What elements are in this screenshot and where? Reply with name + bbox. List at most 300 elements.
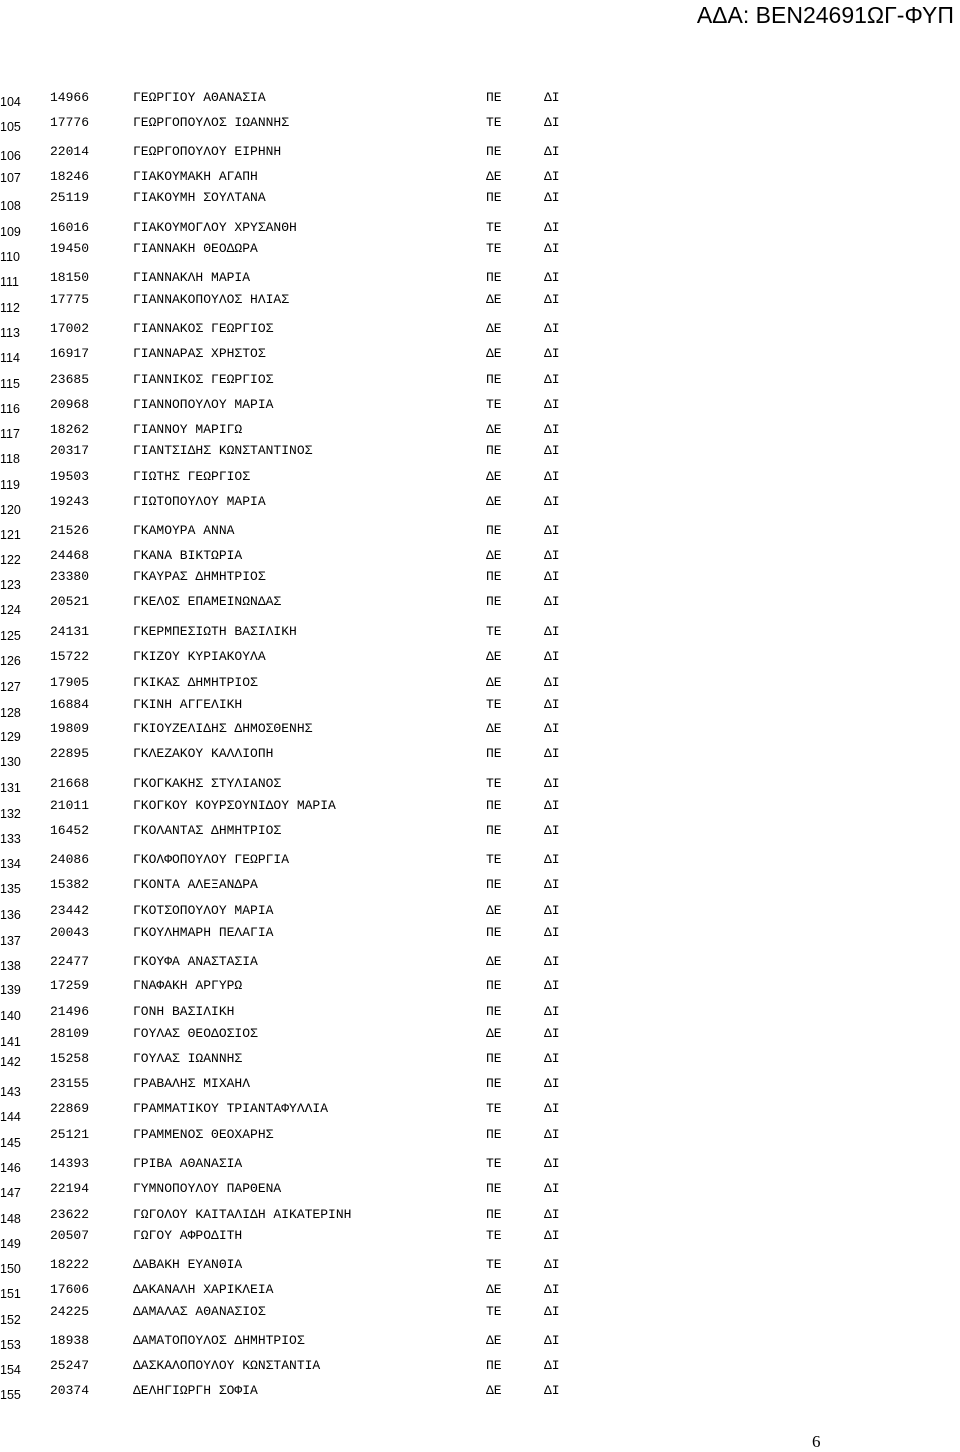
row-number: 137: [0, 934, 21, 948]
category: ΠΕ: [486, 90, 502, 105]
row-number: 122: [0, 553, 21, 567]
category: ΠΕ: [486, 523, 502, 538]
category: ΠΕ: [486, 372, 502, 387]
status-code: ΔΙ: [544, 144, 560, 159]
category: ΤΕ: [486, 852, 502, 867]
list-item: [0, 346, 620, 365]
person-name: ΓΙΑΝΝΑΚΟΠΟΥΛΟΣ ΗΛΙΑΣ: [133, 292, 290, 307]
person-name: ΓΚΟΤΣΟΠΟΥΛΟΥ ΜΑΡΙΑ: [133, 903, 274, 918]
registry-number: 17606: [50, 1282, 90, 1297]
registry-number: 24225: [50, 1304, 90, 1319]
status-code: ΔΙ: [544, 1257, 560, 1272]
list-item: [0, 1207, 620, 1226]
category: ΠΕ: [486, 1207, 502, 1222]
list-item: [0, 422, 620, 441]
status-code: ΔΙ: [544, 443, 560, 458]
row-number: 115: [0, 377, 20, 391]
registry-number: 20507: [50, 1228, 90, 1243]
list-item: [0, 978, 620, 997]
row-number: 155: [0, 1388, 21, 1402]
list-item: [0, 1358, 620, 1377]
row-number: 130: [0, 755, 21, 769]
row-number: 135: [0, 882, 21, 896]
list-item: [0, 649, 620, 668]
status-code: ΔΙ: [544, 523, 560, 538]
registry-number: 19243: [50, 494, 90, 509]
row-number: 143: [0, 1085, 21, 1099]
category: ΠΕ: [486, 1076, 502, 1091]
person-name: ΓΡΙΒΑ ΑΘΑΝΑΣΙΑ: [133, 1156, 243, 1171]
person-name: ΓΚΟΥΛΗΜΑΡΗ ΠΕΛΑΓΙΑ: [133, 925, 274, 940]
category: ΤΕ: [486, 776, 502, 791]
registry-number: 22869: [50, 1101, 90, 1116]
row-number: 126: [0, 654, 21, 668]
category: ΠΕ: [486, 978, 502, 993]
row-number: 129: [0, 730, 21, 744]
row-number: 149: [0, 1237, 21, 1251]
list-item: [0, 1282, 620, 1301]
person-name: ΓΚΟΓΚΑΚΗΣ ΣΤΥΛΙΑΝΟΣ: [133, 776, 282, 791]
category: ΤΕ: [486, 397, 502, 412]
row-number: 106: [0, 149, 21, 163]
category: ΠΕ: [486, 1181, 502, 1196]
list-item: [0, 270, 620, 289]
category: ΔΕ: [486, 903, 502, 918]
row-number: 105: [0, 120, 21, 134]
person-name: ΓΩΓΟΛΟΥ ΚΑΙΤΑΛΙΔΗ ΑΙΚΑΤΕΡΙΝΗ: [133, 1207, 352, 1222]
person-name: ΓΕΩΡΓΟΠΟΥΛΟΣ ΙΩΑΝΝΗΣ: [133, 115, 290, 130]
registry-number: 18246: [50, 169, 90, 184]
list-item: [0, 220, 620, 239]
category: ΤΕ: [486, 697, 502, 712]
row-number: 109: [0, 225, 21, 239]
person-name: ΓΚΕΛΟΣ ΕΠΑΜΕΙΝΩΝΔΑΣ: [133, 594, 282, 609]
registry-number: 22194: [50, 1181, 90, 1196]
person-name: ΓΙΑΝΝΑΚΟΣ ΓΕΩΡΓΙΟΣ: [133, 321, 274, 336]
list-item: [0, 954, 620, 973]
category: ΠΕ: [486, 877, 502, 892]
status-code: ΔΙ: [544, 925, 560, 940]
row-number: 136: [0, 908, 21, 922]
category: ΠΕ: [486, 1004, 502, 1019]
list-item: [0, 1101, 620, 1124]
person-name: ΓΚΑΥΡΑΣ ΔΗΜΗΤΡΙΟΣ: [133, 569, 266, 584]
person-name: ΓΙΑΝΝΑΚΛΗ ΜΑΡΙΑ: [133, 270, 251, 285]
person-name: ΔΑΣΚΑΛΟΠΟΥΛΟΥ ΚΩΝΣΤΑΝΤΙΑ: [133, 1358, 321, 1373]
category: ΠΕ: [486, 144, 502, 159]
list-item: [0, 697, 620, 720]
category: ΤΕ: [486, 241, 502, 256]
row-number: 113: [0, 326, 20, 340]
list-item: [0, 443, 620, 466]
category: ΔΕ: [486, 292, 502, 307]
person-name: ΓΙΩΤΟΠΟΥΛΟΥ ΜΑΡΙΑ: [133, 494, 266, 509]
registry-number: 24131: [50, 624, 90, 639]
page-number: 6: [812, 1432, 821, 1451]
status-code: ΔΙ: [544, 169, 560, 184]
category: ΔΕ: [486, 675, 502, 690]
row-number: 141: [0, 1035, 21, 1049]
list-item: [0, 1228, 620, 1251]
person-name: ΓΟΝΗ ΒΑΣΙΛΙΚΗ: [133, 1004, 235, 1019]
person-name: ΔΑΜΑΛΑΣ ΑΘΑΝΑΣΙΟΣ: [133, 1304, 266, 1319]
registry-number: 16917: [50, 346, 90, 361]
category: ΤΕ: [486, 1156, 502, 1171]
category: ΔΕ: [486, 1026, 502, 1041]
person-name: ΓΟΥΛΑΣ ΙΩΑΝΝΗΣ: [133, 1051, 243, 1066]
status-code: ΔΙ: [544, 1051, 560, 1066]
person-name: ΔΑΒΑΚΗ ΕΥΑΝΘΙΑ: [133, 1257, 243, 1272]
registry-number: 17905: [50, 675, 90, 690]
row-number: 112: [0, 301, 20, 315]
status-code: ΔΙ: [544, 1127, 560, 1142]
person-name: ΓΙΑΚΟΥΜΟΓΛΟΥ ΧΡΥΣΑΝΘΗ: [133, 220, 297, 235]
person-name: ΓΙΑΝΝΟΥ ΜΑΡΙΓΩ: [133, 422, 243, 437]
row-number: 107: [0, 171, 21, 185]
registry-number: 15722: [50, 649, 90, 664]
row-number: 131: [0, 781, 21, 795]
status-code: ΔΙ: [544, 397, 560, 412]
list-item: [0, 1181, 620, 1200]
row-number: 119: [0, 478, 20, 492]
status-code: ΔΙ: [544, 569, 560, 584]
row-number: 117: [0, 427, 20, 441]
person-name: ΓΚΙΚΑΣ ΔΗΜΗΤΡΙΟΣ: [133, 675, 258, 690]
person-name: ΔΑΜΑΤΟΠΟΥΛΟΣ ΔΗΜΗΤΡΙΟΣ: [133, 1333, 305, 1348]
row-number: 150: [0, 1262, 21, 1276]
person-name: ΔΑΚΑΝΑΛΗ ΧΑΡΙΚΛΕΙΑ: [133, 1282, 274, 1297]
category: ΤΕ: [486, 1228, 502, 1243]
status-code: ΔΙ: [544, 721, 560, 736]
category: ΤΕ: [486, 1304, 502, 1319]
person-name: ΓΙΑΚΟΥΜΑΚΗ ΑΓΑΠΗ: [133, 169, 258, 184]
status-code: ΔΙ: [544, 675, 560, 690]
category: ΤΕ: [486, 1101, 502, 1116]
row-number: 127: [0, 680, 21, 694]
list-item: [0, 548, 620, 567]
row-number: 138: [0, 959, 21, 973]
list-item: [0, 798, 620, 821]
person-name: ΓΕΩΡΓΟΠΟΥΛΟΥ ΕΙΡΗΝΗ: [133, 144, 282, 159]
status-code: ΔΙ: [544, 346, 560, 361]
list-item: [0, 569, 620, 592]
category: ΔΕ: [486, 1333, 502, 1348]
status-code: ΔΙ: [544, 1181, 560, 1196]
list-item: [0, 292, 620, 315]
status-code: ΔΙ: [544, 978, 560, 993]
row-number: 139: [0, 983, 21, 997]
person-name: ΓΚΛΕΖΑΚΟΥ ΚΑΛΛΙΟΠΗ: [133, 746, 274, 761]
registry-number: 25247: [50, 1358, 90, 1373]
registry-number: 28109: [50, 1026, 90, 1041]
status-code: ΔΙ: [544, 1026, 560, 1041]
list-item: [0, 1127, 620, 1150]
person-name: ΓΚΕΡΜΠΕΣΙΩΤΗ ΒΑΣΙΛΙΚΗ: [133, 624, 297, 639]
registry-number: 21668: [50, 776, 90, 791]
list-item: [0, 1076, 620, 1099]
person-name: ΓΟΥΛΑΣ ΘΕΟΔΟΣΙΟΣ: [133, 1026, 258, 1041]
row-number: 121: [0, 528, 21, 542]
registry-number: 18938: [50, 1333, 90, 1348]
person-name: ΓΡΑΜΜΕΝΟΣ ΘΕΟΧΑΡΗΣ: [133, 1127, 274, 1142]
registry-number: 18150: [50, 270, 90, 285]
person-name: ΓΚΟΝΤΑ ΑΛΕΞΑΝΔΡΑ: [133, 877, 258, 892]
registry-number: 18262: [50, 422, 90, 437]
category: ΔΕ: [486, 469, 502, 484]
registry-number: 18222: [50, 1257, 90, 1272]
row-number: 132: [0, 807, 21, 821]
category: ΔΕ: [486, 721, 502, 736]
list-item: [0, 624, 620, 643]
status-code: ΔΙ: [544, 594, 560, 609]
category: ΠΕ: [486, 1127, 502, 1142]
category: ΔΕ: [486, 422, 502, 437]
registry-number: 24086: [50, 852, 90, 867]
list-item: [0, 144, 620, 163]
category: ΔΕ: [486, 169, 502, 184]
list-item: [0, 1333, 620, 1352]
status-code: ΔΙ: [544, 422, 560, 437]
registry-number: 21011: [50, 798, 90, 813]
status-code: ΔΙ: [544, 1228, 560, 1243]
category: ΔΕ: [486, 1383, 502, 1398]
status-code: ΔΙ: [544, 954, 560, 969]
row-number: 110: [0, 250, 20, 264]
list-item: [0, 1383, 620, 1402]
category: ΤΕ: [486, 220, 502, 235]
category: ΠΕ: [486, 190, 502, 205]
list-item: [0, 1026, 620, 1049]
status-code: ΔΙ: [544, 220, 560, 235]
registry-number: 17776: [50, 115, 90, 130]
person-name: ΓΚΑΜΟΥΡΑ ΑΝΝΑ: [133, 523, 235, 538]
person-name: ΓΚΑΝΑ ΒΙΚΤΩΡΙΑ: [133, 548, 243, 563]
registry-number: 22895: [50, 746, 90, 761]
list-item: [0, 1156, 620, 1175]
registry-number: 15382: [50, 877, 90, 892]
person-name: ΓΙΑΝΝΑΚΗ ΘΕΟΔΩΡΑ: [133, 241, 258, 256]
registry-number: 17259: [50, 978, 90, 993]
person-name: ΔΕΛΗΓΙΩΡΓΗ ΣΟΦΙΑ: [133, 1383, 258, 1398]
status-code: ΔΙ: [544, 1156, 560, 1171]
status-code: ΔΙ: [544, 903, 560, 918]
registry-number: 20521: [50, 594, 90, 609]
registry-number: 20374: [50, 1383, 90, 1398]
category: ΤΕ: [486, 115, 502, 130]
status-code: ΔΙ: [544, 697, 560, 712]
category: ΠΕ: [486, 823, 502, 838]
registry-number: 19503: [50, 469, 90, 484]
row-number: 120: [0, 503, 21, 517]
registry-number: 23155: [50, 1076, 90, 1091]
list-item: [0, 321, 620, 340]
status-code: ΔΙ: [544, 877, 560, 892]
row-number: 144: [0, 1110, 21, 1124]
status-code: ΔΙ: [544, 372, 560, 387]
list-item: [0, 241, 620, 264]
row-number: 125: [0, 629, 21, 643]
row-number: 151: [0, 1287, 21, 1301]
list-item: [0, 877, 620, 896]
status-code: ΔΙ: [544, 270, 560, 285]
category: ΔΕ: [486, 954, 502, 969]
registry-number: 21526: [50, 523, 90, 538]
list-item: [0, 675, 620, 694]
row-number: 116: [0, 402, 20, 416]
person-name: ΓΡΑΒΑΛΗΣ ΜΙΧΑΗΛ: [133, 1076, 251, 1091]
status-code: ΔΙ: [544, 494, 560, 509]
registry-number: 20317: [50, 443, 90, 458]
category: ΠΕ: [486, 594, 502, 609]
category: ΔΕ: [486, 346, 502, 361]
person-name: ΓΩΓΟΥ ΑΦΡΟΔΙΤΗ: [133, 1228, 243, 1243]
list-item: [0, 594, 620, 617]
row-number: 118: [0, 452, 20, 466]
registry-number: 20043: [50, 925, 90, 940]
list-item: [0, 1257, 620, 1276]
person-name: ΓΚΟΛΑΝΤΑΣ ΔΗΜΗΤΡΙΟΣ: [133, 823, 282, 838]
row-number: 128: [0, 706, 21, 720]
category: ΠΕ: [486, 798, 502, 813]
status-code: ΔΙ: [544, 1358, 560, 1373]
status-code: ΔΙ: [544, 852, 560, 867]
status-code: ΔΙ: [544, 798, 560, 813]
list-item: [0, 852, 620, 871]
category: ΠΕ: [486, 569, 502, 584]
row-number: 154: [0, 1363, 21, 1377]
list-item: [0, 1304, 620, 1327]
category: ΔΕ: [486, 1282, 502, 1297]
status-code: ΔΙ: [544, 292, 560, 307]
category: ΠΕ: [486, 443, 502, 458]
list-item: [0, 776, 620, 795]
list-item: [0, 90, 620, 109]
list-item: [0, 925, 620, 948]
registry-number: 15258: [50, 1051, 90, 1066]
status-code: ΔΙ: [544, 469, 560, 484]
registry-number: 23442: [50, 903, 90, 918]
person-name: ΓΚΟΥΦΑ ΑΝΑΣΤΑΣΙΑ: [133, 954, 258, 969]
registry-number: 19809: [50, 721, 90, 736]
list-item: [0, 903, 620, 922]
status-code: ΔΙ: [544, 1304, 560, 1319]
category: ΠΕ: [486, 925, 502, 940]
row-number: 140: [0, 1009, 21, 1023]
status-code: ΔΙ: [544, 746, 560, 761]
category: ΤΕ: [486, 1257, 502, 1272]
person-name: ΓΚΙΝΗ ΑΓΓΕΛΙΚΗ: [133, 697, 243, 712]
row-number: 147: [0, 1186, 21, 1200]
status-code: ΔΙ: [544, 1383, 560, 1398]
registry-number: 23685: [50, 372, 90, 387]
person-name: ΓΙΑΝΤΣΙΔΗΣ ΚΩΝΣΤΑΝΤΙΝΟΣ: [133, 443, 313, 458]
status-code: ΔΙ: [544, 548, 560, 563]
registry-number: 14393: [50, 1156, 90, 1171]
row-number: 123: [0, 578, 21, 592]
status-code: ΔΙ: [544, 190, 560, 205]
person-name: ΓΙΩΤΗΣ ΓΕΩΡΓΙΟΣ: [133, 469, 251, 484]
registry-number: 23380: [50, 569, 90, 584]
list-item: [0, 397, 620, 416]
status-code: ΔΙ: [544, 1282, 560, 1297]
person-name: ΓΝΑΦΑΚΗ ΑΡΓΥΡΩ: [133, 978, 243, 993]
row-number: 133: [0, 832, 21, 846]
person-name: ΓΙΑΝΝΙΚΟΣ ΓΕΩΡΓΙΟΣ: [133, 372, 274, 387]
person-name: ΓΚΟΛΦΟΠΟΥΛΟΥ ΓΕΩΡΓΙΑ: [133, 852, 290, 867]
row-number: 145: [0, 1136, 21, 1150]
row-number: 114: [0, 351, 20, 365]
category: ΠΕ: [486, 746, 502, 761]
status-code: ΔΙ: [544, 1101, 560, 1116]
row-number: 142: [0, 1055, 21, 1069]
row-number: 124: [0, 603, 21, 617]
status-code: ΔΙ: [544, 1004, 560, 1019]
category: ΔΕ: [486, 649, 502, 664]
list-item: [0, 746, 620, 769]
status-code: ΔΙ: [544, 241, 560, 256]
status-code: ΔΙ: [544, 1333, 560, 1348]
row-number: 111: [0, 275, 20, 289]
person-name: ΓΚΙΖΟΥ ΚΥΡΙΑΚΟΥΛΑ: [133, 649, 266, 664]
person-name: ΓΙΑΝΝΟΠΟΥΛΟΥ ΜΑΡΙΑ: [133, 397, 274, 412]
row-number: 104: [0, 95, 21, 109]
category: ΔΕ: [486, 548, 502, 563]
registry-number: 16016: [50, 220, 90, 235]
registry-number: 16884: [50, 697, 90, 712]
status-code: ΔΙ: [544, 1207, 560, 1222]
category: ΤΕ: [486, 624, 502, 639]
list-item: [0, 523, 620, 542]
status-code: ΔΙ: [544, 1076, 560, 1091]
person-name: ΓΕΩΡΓΙΟΥ ΑΘΑΝΑΣΙΑ: [133, 90, 266, 105]
registry-number: 25119: [50, 190, 90, 205]
registry-number: 16452: [50, 823, 90, 838]
row-number: 146: [0, 1161, 21, 1175]
status-code: ΔΙ: [544, 823, 560, 838]
status-code: ΔΙ: [544, 649, 560, 664]
category: ΠΕ: [486, 1358, 502, 1373]
document-ada-code: ΑΔΑ: ΒΕΝ24691ΩΓ-ΦΥΠ: [696, 2, 954, 28]
person-name: ΓΡΑΜΜΑΤΙΚΟΥ ΤΡΙΑΝΤΑΦΥΛΛΙΑ: [133, 1101, 329, 1116]
status-code: ΔΙ: [544, 321, 560, 336]
registry-number: 14966: [50, 90, 90, 105]
list-item: [0, 190, 620, 213]
person-name: ΓΙΑΝΝΑΡΑΣ ΧΡΗΣΤΟΣ: [133, 346, 266, 361]
registry-number: 23622: [50, 1207, 90, 1222]
registry-number: 17775: [50, 292, 90, 307]
category: ΔΕ: [486, 321, 502, 336]
row-number: 134: [0, 857, 21, 871]
category: ΔΕ: [486, 494, 502, 509]
row-number: 108: [0, 199, 21, 213]
category: ΠΕ: [486, 1051, 502, 1066]
person-name: ΓΥΜΝΟΠΟΥΛΟΥ ΠΑΡΘΕΝΑ: [133, 1181, 282, 1196]
person-name: ΓΙΑΚΟΥΜΗ ΣΟΥΛΤΑΝΑ: [133, 190, 266, 205]
registry-number: 17002: [50, 321, 90, 336]
row-number: 153: [0, 1338, 21, 1352]
registry-number: 22014: [50, 144, 90, 159]
list-item: [0, 372, 620, 391]
row-number: 148: [0, 1212, 21, 1226]
registry-number: 22477: [50, 954, 90, 969]
list-item: [0, 1004, 620, 1023]
list-item: [0, 469, 620, 492]
registry-number: 21496: [50, 1004, 90, 1019]
person-name: ΓΚΟΓΚΟΥ ΚΟΥΡΣΟΥΝΙΔΟΥ ΜΑΡΙΑ: [133, 798, 336, 813]
list-item: [0, 823, 620, 846]
category: ΠΕ: [486, 270, 502, 285]
registry-number: 25121: [50, 1127, 90, 1142]
